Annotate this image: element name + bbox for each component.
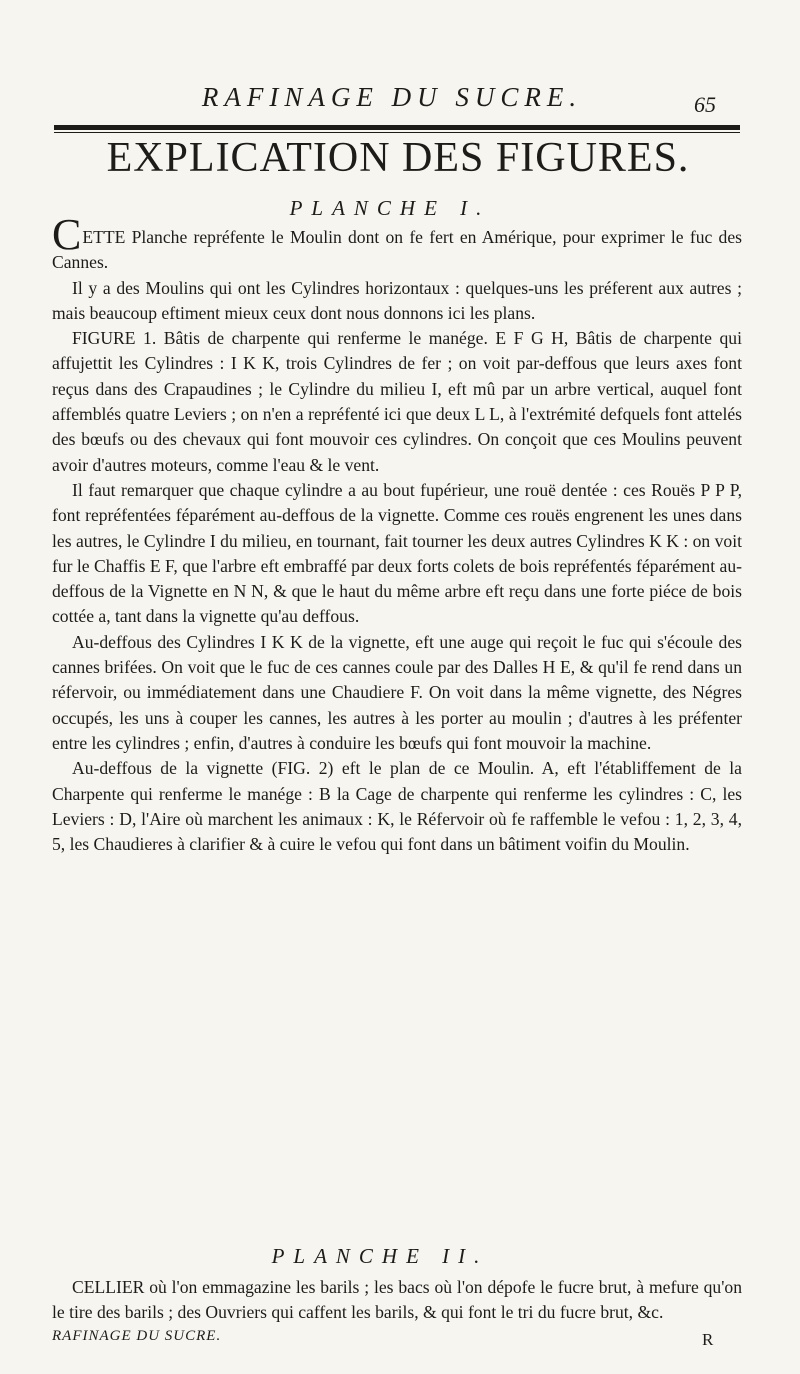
signature-mark: R bbox=[702, 1330, 714, 1349]
running-head: RAFINAGE DU SUCRE. bbox=[201, 82, 583, 112]
drop-cap: C bbox=[52, 210, 82, 259]
paragraph-cellier-text: où l'on emmagazine les barils ; les bacs où l'on dépofe le fucre brut, à mefure qu'on le tire des barils ; des Ouvriers qui caffent les barils, & qui font le tri du fucre brut, &c. bbox=[52, 1277, 742, 1323]
paragraph-trough: Au-deffous des Cylindres I K K de la vignette, eft une auge qui reçoit le fuc qui s'écoule des cannes brifées. On voit que le fuc de ces cannes coule par des Dalles H E, & qu'il fe rend dans un réfervoir, ou immédiatement dans une Chaudiere F. On voit dans la même vignette, des Négres occupés, les uns à couper les cannes, les autres à les porter au moulin ; d'autres à les préfenter entre les cylindres ; enfin, d'autres à conduire les bœufs qui font mouvoir la machine. bbox=[52, 631, 742, 753]
paragraph-intro-text: ETTE Planche repréfente le Moulin dont on fe fert en Amérique, pour exprimer le fuc des Cannes. bbox=[52, 227, 742, 273]
paragraph-cylinders: Il y a des Moulins qui ont les Cylindres horizontaux : quelques-uns les préferent aux autres ; mais beaucoup eftiment mieux ceux dont nous donnons ici les plans. bbox=[52, 277, 742, 323]
figure-label: FIGURE 1. bbox=[72, 328, 157, 349]
plate-2-text bbox=[52, 1275, 742, 1326]
paragraph-figure-1 bbox=[52, 326, 742, 478]
header-rule-thick bbox=[54, 125, 740, 130]
cellier-label: CELLIER bbox=[72, 1277, 145, 1297]
paragraph-cellier bbox=[52, 1275, 742, 1326]
paragraph-figure-1-text: Bâtis de charpente qui renferme le manége. E F G H, Bâtis de charpente qui affujettit les Cylindres : I K K, trois Cylindres de fer ; on voit par-deffous que leurs axes font reçus dans des Crapaudines ; le Cylindre du milieu I, eft mû par un arbre vertical, auquel font affemblés quatre Leviers ; on n'en a repréfenté ici que deux L L, à l'extrémité defquels font attelés des bœufs ou des chevaux qui font mouvoir ces cylindres. On conçoit que ces Moulins peuvent avoir d'autres moteurs, comme l'eau & le vent. bbox=[52, 328, 742, 475]
header-rule-thin bbox=[54, 132, 740, 133]
plate-2-heading: PLANCHE II. bbox=[271, 1244, 489, 1268]
plate-1-heading: PLANCHE I. bbox=[289, 196, 491, 220]
page-number: 65 bbox=[694, 92, 716, 117]
plate-1-text bbox=[52, 210, 742, 857]
paragraph-intro bbox=[52, 210, 742, 276]
footer-title: RAFINAGE DU SUCRE. bbox=[52, 1328, 222, 1344]
paragraph-wheels: Il faut remarquer que chaque cylindre a au bout fupérieur, une rouë dentée : ces Rouës P P P, font repréfentées féparément au-deffous de la vignette. Comme ces rouës engrenent les unes dans les autres, le Cylindre I du milieu, en tournant, fait tourner les deux autres Cylindres K K : on voit fur le Chaffis E F, que l'arbre eft embraffé par deux forts colets de bois repréfentés féparément au-deffous de la Vignette en N N, & que le haut du même arbre eft reçu dans une forte piéce de bois cottée a, tant dans la vignette qu'au deffous. bbox=[52, 479, 742, 627]
paragraph-plan: Au-deffous de la vignette (FIG. 2) eft le plan de ce Moulin. A, eft l'établiffement de la Charpente qui renferme le manége : B la Cage de charpente qui renferme les cylindres : C, les Leviers : D, l'Aire où marchent les animaux : K, le Réfervoir où fe raffemble le vefou : 1, 2, 3, 4, 5, les Chaudieres à clarifier & à cuire le vefou qui font dans un bâtiment voifin du Moulin. bbox=[52, 758, 742, 855]
page-title: EXPLICATION DES FIGURES. bbox=[106, 135, 690, 181]
